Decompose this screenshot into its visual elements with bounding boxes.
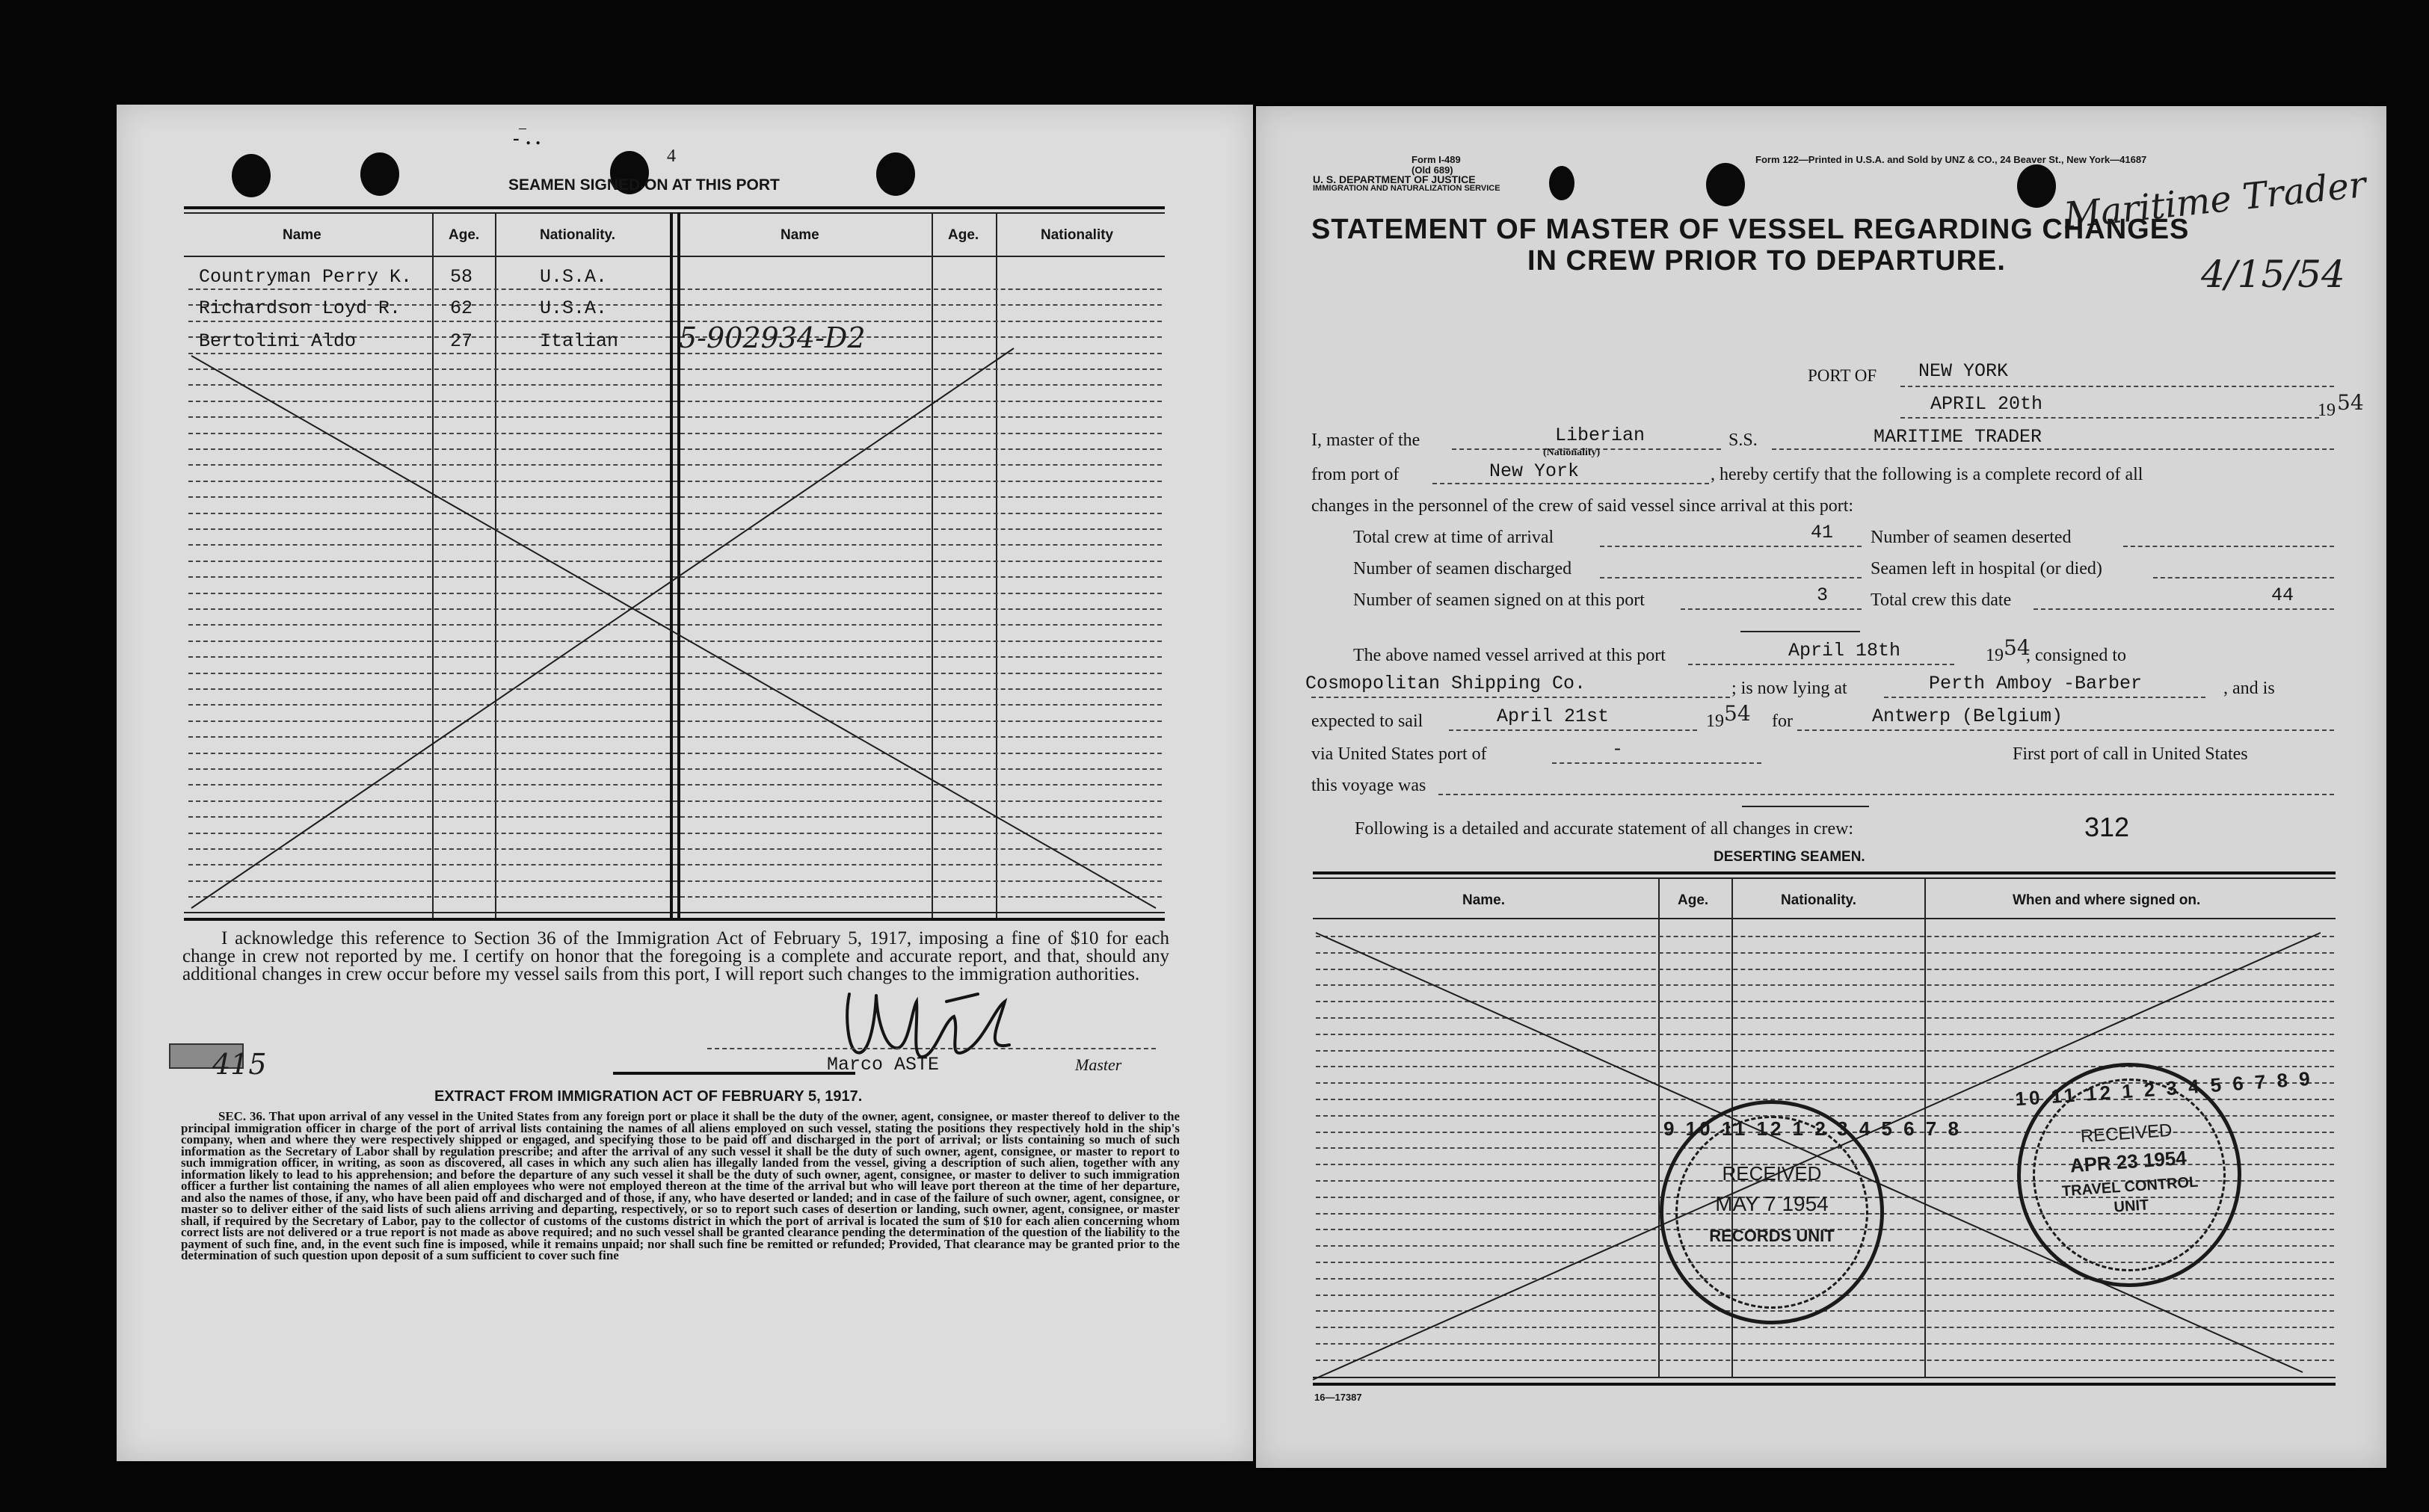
discharged-label: Number of seamen discharged <box>1353 559 1572 578</box>
via-value: - <box>1612 738 1624 760</box>
arrived-label: The above named vessel arrived at this port <box>1353 646 1666 665</box>
crew-age: 58 <box>450 266 473 288</box>
total-today-label: Total crew this date <box>1871 590 2012 610</box>
stamp-unit-2: UNIT <box>2113 1197 2149 1216</box>
crew-name: Countryman Perry K. <box>199 266 413 288</box>
form-number: Form I-489 <box>1411 154 1461 165</box>
sail-label: expected to sail <box>1311 712 1423 731</box>
deserting-title: DESERTING SEAMEN. <box>1714 849 1865 865</box>
crew-name: Bertolini Aldo <box>199 330 357 352</box>
stamp-unit: TRAVEL CONTROL <box>2061 1173 2199 1200</box>
total-arrival-value: 41 <box>1811 522 1834 543</box>
master-of-label: I, master of the <box>1311 431 1420 450</box>
crew-name: Richardson Loyd R. <box>199 297 401 319</box>
sail-year: 54 <box>1724 701 1751 726</box>
for-label: for <box>1772 712 1793 731</box>
section-36-text: SEC. 36. That upon arrival of any vessel in the United States from any foreign port or place it shall be the duty of the owner, agent, consignee, or master thereof to deliver to the principal immigration officer in charge of the port of arrival lists containing the names of all aliens employed on such vessel, stating the positions they respectively hold in the ship's company, when and where they were respectively shipped or engaged, and specifying those to be paid off and discharged in the port of arrival; or lists containing so much of such information as the Secretary of Labor shall by regulation prescribe; and after the arrival of any such vessel it shall be the duty of such owner, agent, consignee, or master to report to such immigration officer, in writing, as soon as discovered, all cases in which any such alien has illegally landed from the vessel, giving a description of such alien, together with any information likely to lead to his apprehension; and before the departure of any such vessel it shall be the duty of such owner, agent, consignee, or master to deliver to such immigration officer a further list containing the names of all alien employees who were not employed thereon at the time of the arrival but who will leave port thereon at the time of her departure, and also the names of those, if any, who have been paid off and discharged and of those, if any, who have deserted or landed; and in case of the failure of such owner, agent, consignee, or master so to deliver either of the said lists of such aliens arriving and departing, respectively, or so to report such cases of desertion or landing, such owner, agent, consignee, or master shall, if required by the Secretary of Labor, pay to the collector of customs of the customs district in which the port of arrival is located the sum of $10 for each alien concerning whom correct lists are not delivered or a true report is not made as above required; and no such vessel shall be granted clearance pending the determination of the question of the liability to the payment of such fine, and, in the event such fine is imposed, while it remains unpaid; nor shall such fine be remitted or refunded; Provided, That clearance may be granted prior to the determination of such question upon deposit of a sum sufficient to cover such fine <box>181 1109 1180 1262</box>
travel-control-stamp: 10 11 12 1 2 3 4 5 6 7 8 9 RECEIVED APR 23 1954 TRAVEL CONTROL UNIT <box>2010 1055 2249 1295</box>
stamp-unit: RECORDS UNIT <box>1709 1226 1835 1245</box>
port-value: NEW YORK <box>1918 360 2009 382</box>
stamp-received: RECEIVED <box>1722 1162 1822 1185</box>
lying-label: ; is now lying at <box>1731 679 1847 698</box>
changes-text: changes in the personnel of the crew of said vessel since arrival at this port: <box>1311 496 1854 516</box>
total-arrival-label: Total crew at time of arrival <box>1353 528 1554 547</box>
arrived-year: 54 <box>2004 635 2031 660</box>
records-unit-stamp: 9 10 11 12 1 2 3 4 5 6 7 8 RECEIVED MAY 7 1954 RECORDS UNIT <box>1660 1100 1884 1324</box>
signed-on-label: Number of seamen signed on at this port <box>1353 590 1645 610</box>
sail-year-prefix: 19 <box>1706 712 1724 731</box>
year-prefix: 19 <box>2318 401 2336 420</box>
col-header-name: Name <box>781 227 819 243</box>
margin-note: 415 <box>212 1048 267 1081</box>
desert-col-signed-on: When and where signed on. <box>2013 892 2201 908</box>
table-cross-out <box>117 105 1253 927</box>
crew-age: 62 <box>450 297 473 319</box>
extract-rule <box>613 1072 855 1075</box>
page-number: 4 <box>667 146 676 166</box>
arrived-year-prefix: 19 <box>1986 646 2004 665</box>
col-header-age: Age. <box>948 227 979 243</box>
and-is-label: , and is <box>2223 679 2275 698</box>
port-label: PORT OF <box>1808 366 1877 385</box>
date-value: APRIL 20th <box>1930 393 2043 415</box>
right-page <box>1256 106 2386 1468</box>
desert-col-name: Name. <box>1462 892 1506 908</box>
consigned-label: , consigned to <box>2026 646 2126 665</box>
stamp-date: APR 23 1954 <box>2069 1146 2188 1177</box>
consignee-value: Cosmopolitan Shipping Co. <box>1305 673 1586 694</box>
header-marks: -‾. . <box>513 127 541 149</box>
nationality-caption: (Nationality) <box>1543 447 1601 458</box>
master-label: Master <box>1075 1055 1122 1074</box>
service-name: IMMIGRATION AND NATURALIZATION SERVICE <box>1313 184 1500 193</box>
stamped-number: 312 <box>2084 812 2130 842</box>
stamp-date: MAY 7 1954 <box>1715 1192 1829 1215</box>
printer-credit: Form 122—Printed in U.S.A. and Sold by UNZ & CO., 24 Beaver St., New York—41687 <box>1755 154 2147 165</box>
ss-label: S.S. <box>1728 431 1758 450</box>
total-today-value: 44 <box>2271 584 2294 606</box>
hospital-label: Seamen left in hospital (or died) <box>1871 559 2102 578</box>
first-port-label: First port of call in United States <box>2013 744 2248 764</box>
col-header-nationality: Nationality. <box>540 227 615 243</box>
col-header-nationality: Nationality <box>1041 227 1114 243</box>
certify-text: , hereby certify that the following is a complete record of all <box>1711 465 2143 484</box>
following-text: Following is a detailed and accurate statement of all changes in crew: <box>1355 819 1854 839</box>
footer-code: 16—17387 <box>1314 1392 1362 1403</box>
desert-col-age: Age. <box>1678 892 1709 908</box>
handwritten-date: 4/15/54 <box>2201 253 2345 296</box>
stamp-received: RECEIVED <box>2079 1120 2173 1147</box>
sail-value: April 21st <box>1497 706 1610 727</box>
statement-title-1: STATEMENT OF MASTER OF VESSEL REGARDING CHANGES <box>1311 214 2190 245</box>
via-label: via United States port of <box>1311 744 1487 764</box>
lying-value: Perth Amboy -Barber <box>1929 673 2143 694</box>
handwritten-vessel-name: Maritime Trader <box>2062 163 2368 238</box>
nationality-value: Liberian <box>1555 425 1645 446</box>
statement-title-2: IN CREW PRIOR TO DEPARTURE. <box>1527 245 2006 277</box>
left-title: SEAMEN SIGNED ON AT THIS PORT <box>508 176 780 194</box>
crew-age: 27 <box>450 330 473 352</box>
acknowledge-statement: I acknowledge this reference to Section 36 of the Immigration Act of February 5, 1917, imposing a fine of $10 for each change in crew not reported by me. I certify on honor that the foregoing is a complete and accurate report, and that, should any additional changes in crew occur before my vessel sails from this port, I will report such changes to the immigration authorities. <box>182 928 1169 984</box>
deserted-label: Number of seamen deserted <box>1871 528 2072 547</box>
desert-col-nationality: Nationality. <box>1781 892 1856 908</box>
year-value: 54 <box>2337 390 2364 415</box>
crew-nationality: Italian <box>540 330 619 352</box>
destination-value: Antwerp (Belgium) <box>1872 706 2063 727</box>
col-header-age: Age. <box>449 227 480 243</box>
from-port-label: from port of <box>1311 465 1400 484</box>
voyage-label: this voyage was <box>1311 776 1426 795</box>
col-header-name: Name <box>283 227 321 243</box>
signature-line <box>707 1048 1156 1049</box>
master-name: Marco ASTE <box>827 1054 940 1076</box>
signed-on-value: 3 <box>1817 584 1829 606</box>
crew-nationality: U.S.A. <box>540 266 608 288</box>
form-old-number: (Old 689) <box>1411 164 1453 176</box>
vessel-name: MARITIME TRADER <box>1874 426 2042 448</box>
handwritten-alien-number: 5-902934-D2 <box>679 321 866 354</box>
from-port-value: New York <box>1489 460 1580 482</box>
crew-nationality: U.S.A. <box>540 297 608 319</box>
arrived-value: April 18th <box>1788 640 1901 661</box>
department-name: U. S. DEPARTMENT OF JUSTICE <box>1313 173 1476 185</box>
extract-title: EXTRACT FROM IMMIGRATION ACT OF FEBRUARY 5, 1917. <box>434 1088 863 1105</box>
left-page <box>117 105 1253 1461</box>
